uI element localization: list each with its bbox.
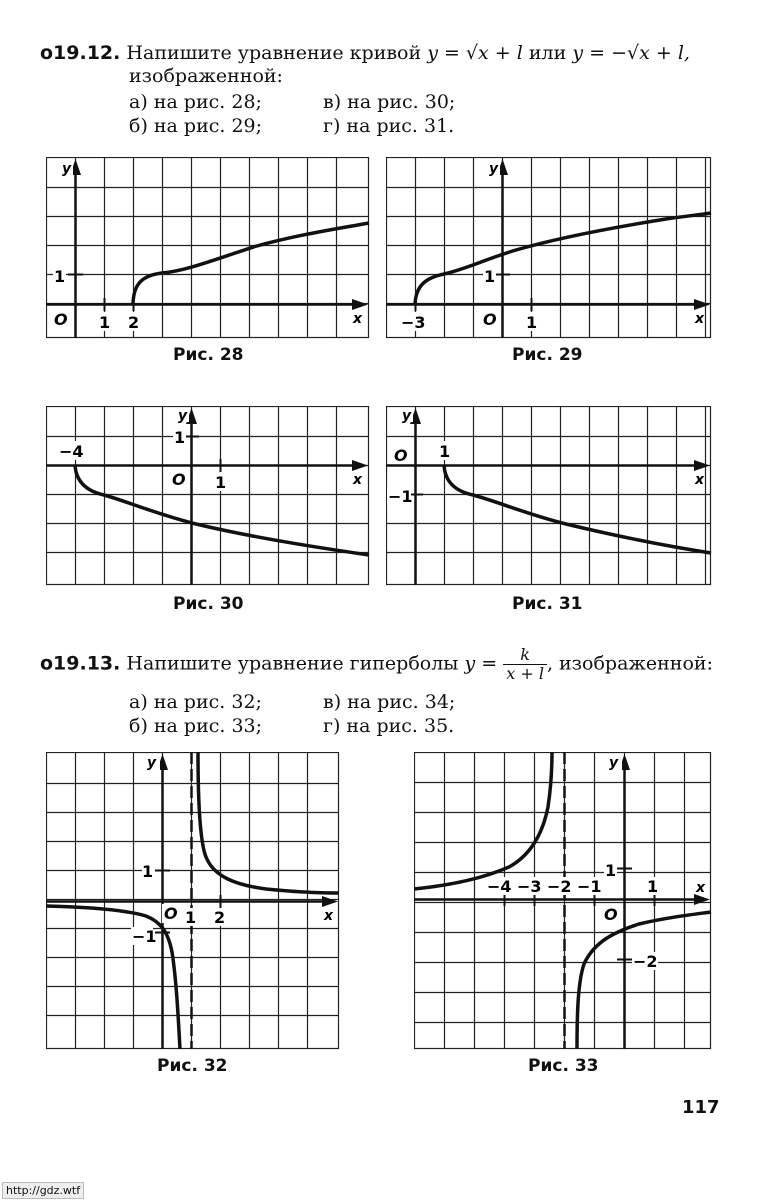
- origin-label: O: [483, 310, 497, 329]
- item-g: г) на рис. 35.: [323, 715, 455, 737]
- tick-y-minus-2: −2: [633, 952, 658, 971]
- caption-fig-31: Рис. 31: [512, 594, 583, 614]
- tick-x-minus-4: −4: [59, 442, 84, 461]
- tick-x-1: 1: [99, 313, 111, 332]
- origin-label: O: [54, 310, 68, 329]
- tick-y-1: 1: [605, 861, 617, 880]
- tick-y-1: 1: [142, 862, 154, 881]
- tick-x-minus-2: −2: [547, 877, 572, 896]
- figure-33: [414, 752, 712, 1050]
- figure-30: [46, 406, 370, 586]
- y-axis-label: y: [402, 408, 412, 424]
- tick-x-1: 1: [215, 473, 227, 492]
- item-g: г) на рис. 31.: [323, 115, 455, 137]
- item-b: б) на рис. 33;: [129, 715, 263, 737]
- tick-y-1: 1: [54, 267, 66, 286]
- tick-x-1: 1: [439, 442, 451, 461]
- origin-label: O: [604, 905, 618, 924]
- equation-positive: y = √x + l: [427, 42, 523, 64]
- x-axis-label: x: [695, 311, 705, 327]
- origin-label: O: [394, 446, 408, 465]
- or-word: или: [528, 42, 567, 64]
- y-axis-label: y: [609, 755, 619, 771]
- caption-fig-29: Рис. 29: [512, 345, 583, 365]
- figure-29: [386, 157, 712, 339]
- tick-x-minus-3: −3: [401, 313, 426, 332]
- item-v: в) на рис. 34;: [323, 691, 456, 713]
- tick-y-minus-1: −1: [388, 487, 413, 506]
- equation-negative: y = −√x + l,: [572, 42, 690, 64]
- x-axis-label: x: [353, 311, 363, 327]
- problem-19-12: [40, 42, 730, 88]
- tick-x-minus-3: −3: [517, 877, 542, 896]
- item-a: а) на рис. 32;: [129, 691, 262, 713]
- problem-text: Напишите уравнение кривой: [126, 42, 422, 64]
- problem-text-after: , изображенной:: [546, 652, 713, 675]
- caption-fig-28: Рис. 28: [173, 345, 244, 365]
- item-v: в) на рис. 30;: [323, 91, 456, 113]
- origin-label: O: [172, 470, 186, 489]
- y-axis-label: y: [62, 161, 72, 177]
- tick-x-1: 1: [185, 908, 197, 927]
- problem-text: Напишите уравнение гиперболы: [126, 652, 459, 675]
- fraction-numerator: k: [503, 646, 547, 665]
- tick-x-1: 1: [647, 877, 659, 896]
- problem-text-line2: изображенной:: [129, 65, 283, 87]
- x-axis-label: x: [695, 472, 705, 488]
- tick-y-1: 1: [484, 267, 496, 286]
- tick-x-2: 2: [128, 313, 140, 332]
- y-axis-label: y: [178, 408, 188, 424]
- tick-x-2: 2: [214, 908, 226, 927]
- problem-19-13: [40, 646, 740, 683]
- tick-y-minus-1: −1: [132, 927, 157, 946]
- tick-x-minus-1: −1: [577, 877, 602, 896]
- caption-fig-33: Рис. 33: [528, 1056, 599, 1076]
- site-watermark: http://gdz.wtf: [2, 1182, 84, 1199]
- figure-28: [46, 157, 370, 339]
- tick-y-1: 1: [174, 428, 186, 447]
- x-axis-label: x: [696, 880, 706, 896]
- caption-fig-32: Рис. 32: [157, 1056, 228, 1076]
- y-axis-label: y: [489, 161, 499, 177]
- x-axis-label: x: [353, 472, 363, 488]
- problem-number: o19.13.: [40, 652, 121, 675]
- x-axis-label: x: [324, 908, 334, 924]
- tick-x-minus-4: −4: [487, 877, 512, 896]
- figure-31: [386, 406, 712, 586]
- y-equals: y =: [464, 652, 498, 675]
- item-a: а) на рис. 28;: [129, 91, 262, 113]
- tick-x-1: 1: [526, 313, 538, 332]
- item-b: б) на рис. 29;: [129, 115, 263, 137]
- y-axis-label: y: [147, 755, 157, 771]
- fraction: [503, 646, 547, 683]
- caption-fig-30: Рис. 30: [173, 594, 244, 614]
- origin-label: O: [164, 904, 178, 923]
- figure-32: [46, 752, 340, 1050]
- fraction-denominator: x + l: [506, 664, 544, 683]
- page-number: 117: [682, 1097, 720, 1118]
- problem-number: o19.12.: [40, 42, 121, 64]
